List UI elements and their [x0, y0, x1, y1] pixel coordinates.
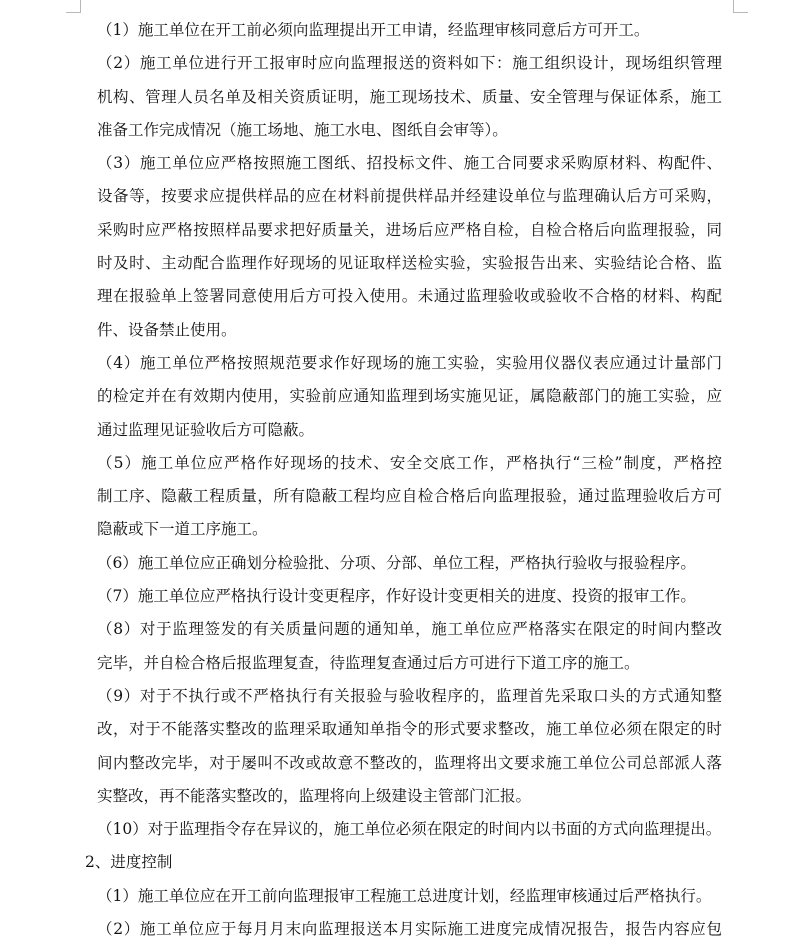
- text-line: 时及时、主动配合监理作好现场的见证取样送检实验，实验报告出来、实验结论合格、监: [97, 254, 722, 273]
- text-line: （2）施工单位应于每月月末向监理报送本月实际施工进度完成情况报告，报告内容应包: [97, 920, 722, 939]
- margin-mark-top-left: [66, 0, 81, 13]
- section-heading: 2、进度控制: [85, 853, 173, 872]
- text-line: 间内整改完毕，对于屡叫不改或故意不整改的，监理将出文要求施工单位公司总部派人落: [97, 753, 722, 772]
- text-line: （2）施工单位进行开工报审时应向监理报送的资料如下：施工组织设计，现场组织管理: [97, 54, 722, 73]
- text-line: 的检定并在有效期内使用，实验前应通知监理到场实施见证，属隐蔽部门的施工实验，应: [97, 387, 722, 406]
- text-line: 采购时应严格按照样品要求把好质量关，进场后应严格自检，自检合格后向监理报验，同: [97, 220, 722, 239]
- text-line: 制工序、隐蔽工程质量，所有隐蔽工程均应自检合格后向监理报验，通过监理验收后方可: [97, 487, 722, 506]
- text-line: 机构、管理人员名单及相关资质证明，施工现场技术、质量、安全管理与保证体系，施工: [97, 87, 722, 106]
- text-line: （1）施工单位应在开工前向监理报审工程施工总进度计划，经监理审核通过后严格执行。: [97, 886, 712, 905]
- text-line: （5）施工单位应严格作好现场的技术、安全交底工作，严格执行“三检”制度，严格控: [97, 453, 722, 472]
- text-line: 理在报验单上签署同意使用后方可投入使用。未通过监理验收或验收不合格的材料、构配: [97, 287, 722, 306]
- text-line: （1）施工单位在开工前必须向监理提出开工申请，经监理审核同意后方可开工。: [97, 21, 650, 39]
- text-line: 准备工作完成情况（施工场地、施工水电、图纸自会审等）。: [97, 120, 508, 139]
- text-line: （7）施工单位应严格执行设计变更程序，作好设计变更相关的进度、投资的报审工作。: [97, 587, 696, 606]
- text-line: 完毕，并自检合格后报监理复查，待监理复查通过后方可进行下道工序的施工。: [97, 653, 640, 672]
- text-line: （3）施工单位应严格按照施工图纸、招投标文件、施工合同要求采购原材料、构配件、: [97, 154, 722, 173]
- text-line: 改，对于不能落实整改的监理采取通知单指令的形式要求整改，施工单位必须在限定的时: [97, 720, 722, 739]
- margin-mark-top-right: [733, 0, 748, 13]
- text-line: （6）施工单位应正确划分检验批、分项、分部、单位工程，严格执行验收与报验程序。: [97, 553, 696, 572]
- text-line: （4）施工单位严格按照规范要求作好现场的施工实验，实验用仪器仪表应通过计量部门: [97, 353, 722, 372]
- text-line: 隐蔽或下一道工序施工。: [97, 520, 268, 539]
- text-line: 件、设备禁止使用。: [97, 320, 237, 339]
- text-line: （8）对于监理签发的有关质量问题的通知单，施工单位应严格落实在限定的时间内整改: [97, 620, 722, 639]
- document-body: [85, 14, 722, 946]
- text-line: （10）对于监理指令存在异议的，施工单位必须在限定的时间内以书面的方式向监理提出。: [97, 820, 722, 839]
- text-line: （9）对于不执行或不严格执行有关报验与验收程序的，监理首先采取口头的方式通知整: [97, 686, 722, 705]
- text-line: 实整改，再不能落实整改的，监理将向上级建设主管部门汇报。: [97, 786, 532, 805]
- text-line: 设备等，按要求应提供样品的应在材料前提供样品并经建设单位与监理确认后方可采购，: [97, 187, 722, 206]
- text-line: 通过监理见证验收后方可隐蔽。: [97, 420, 315, 439]
